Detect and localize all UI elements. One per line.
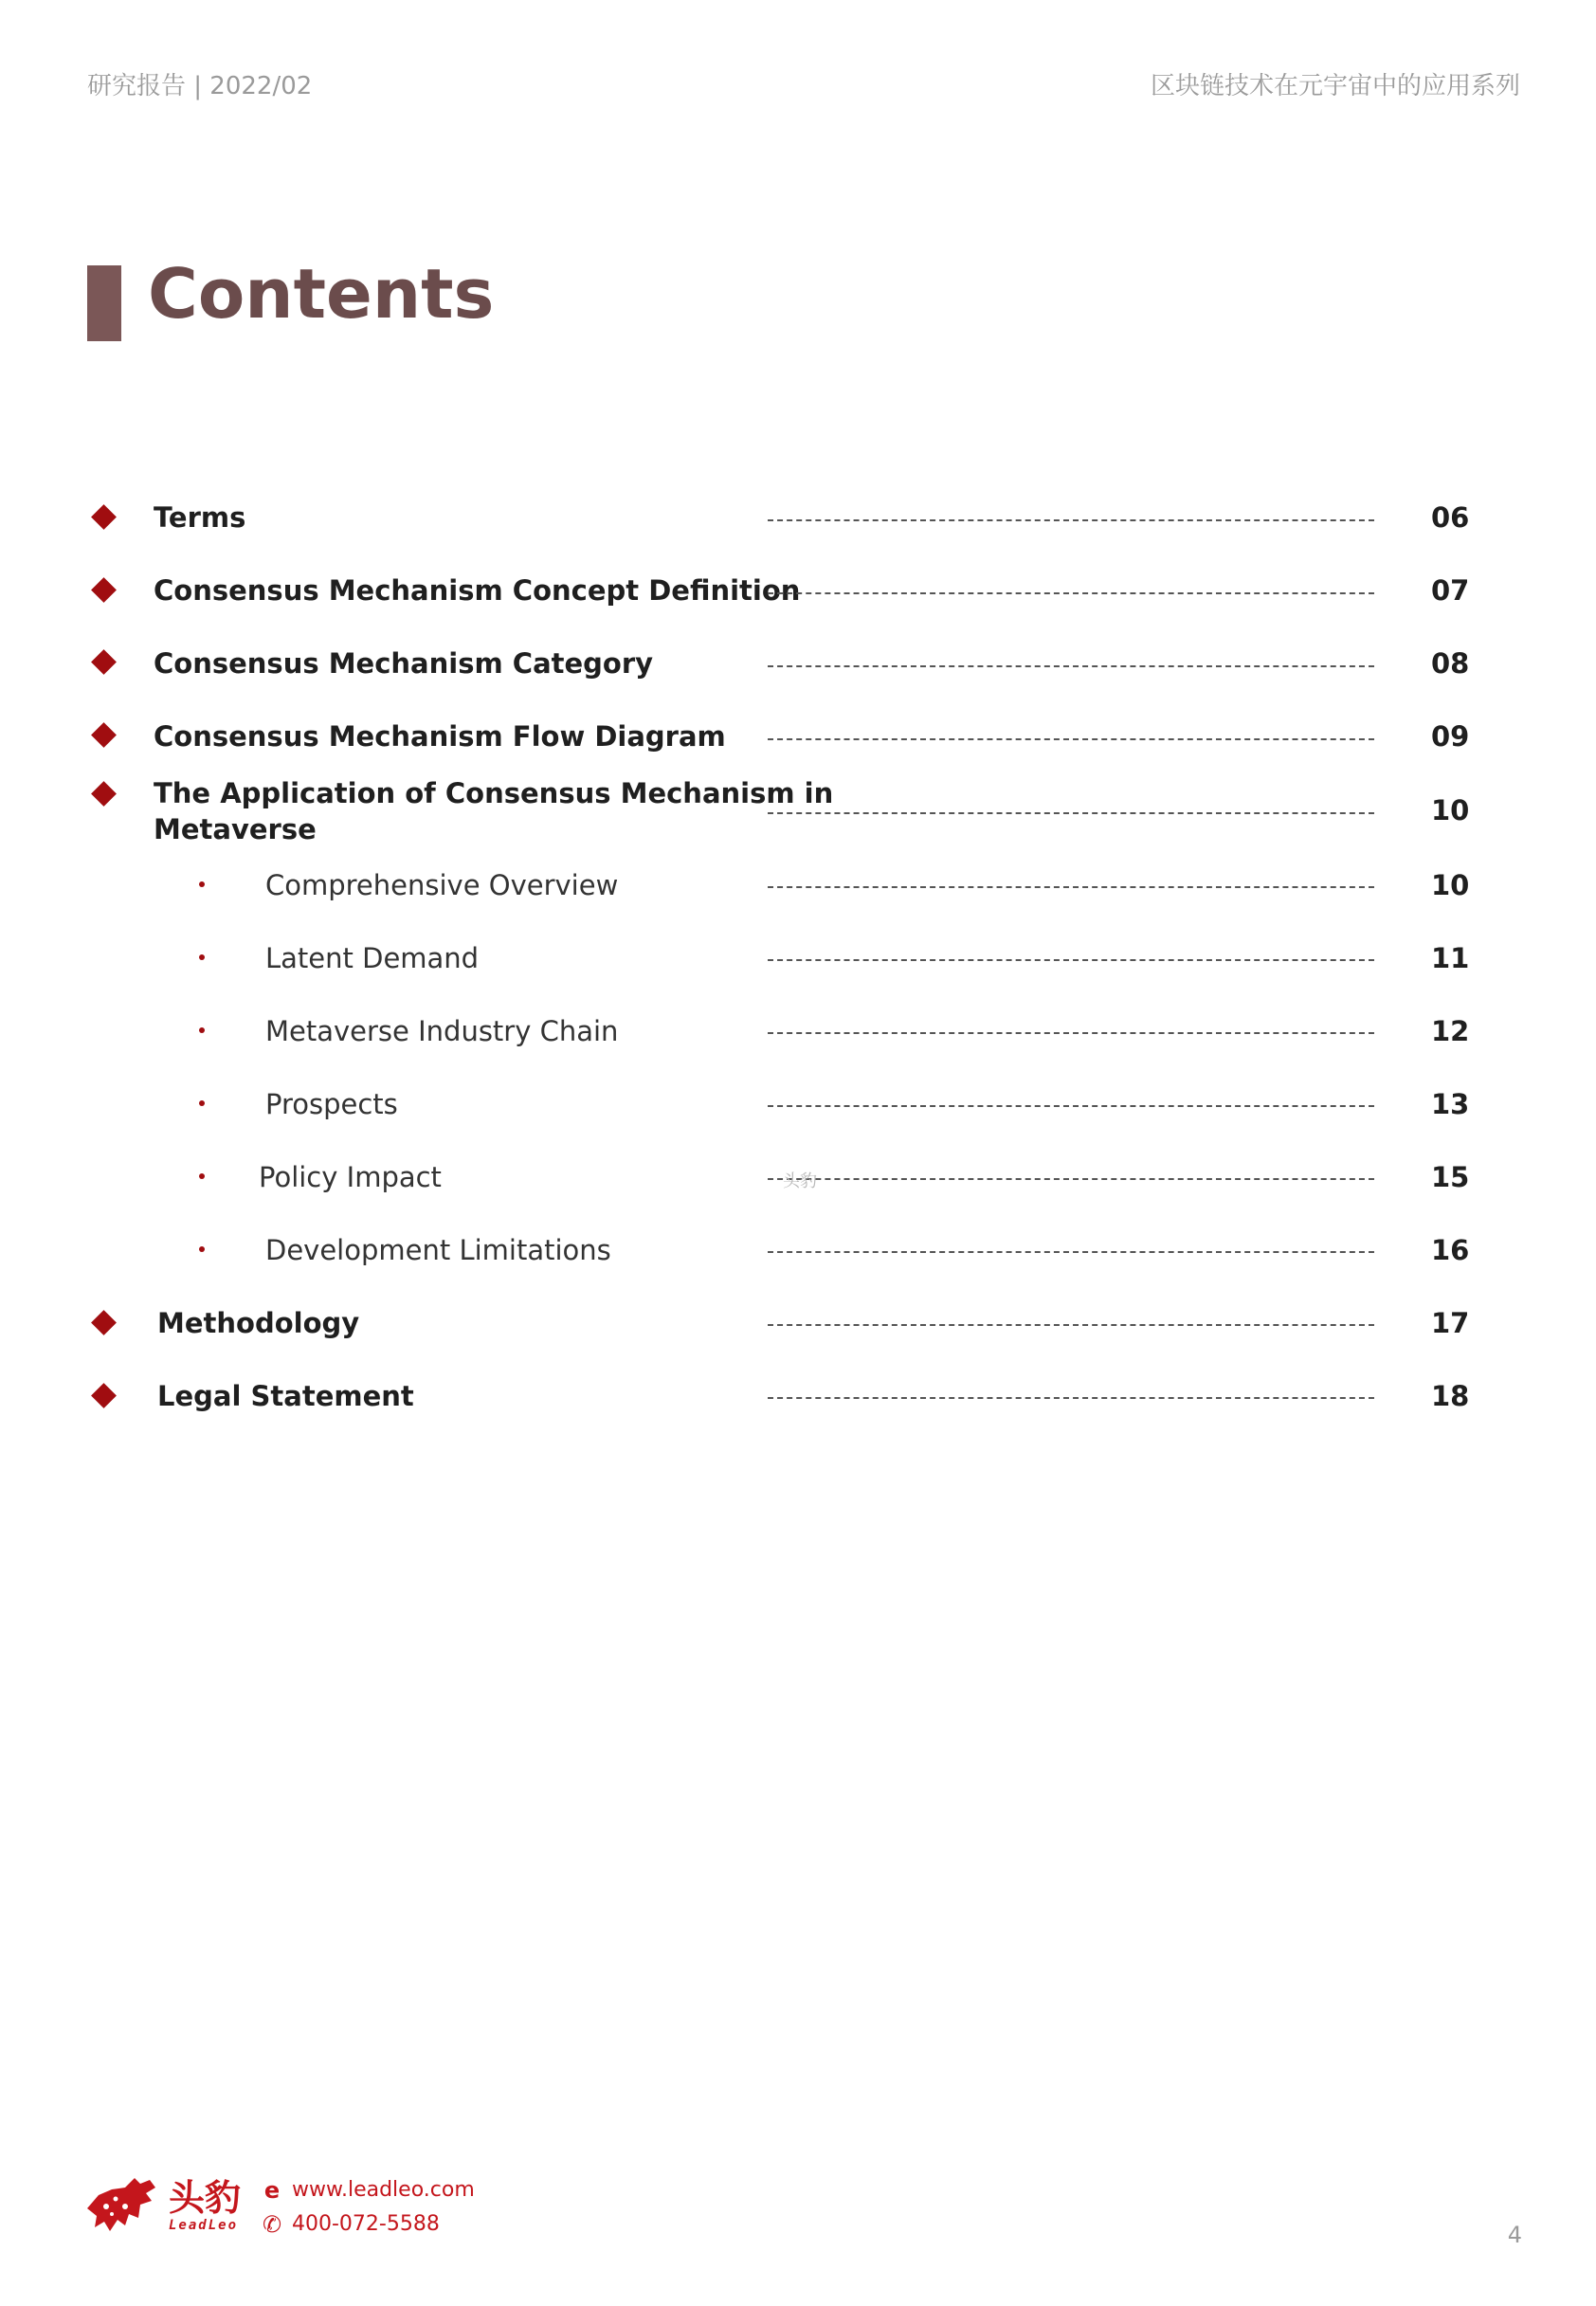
header-series-title: 区块链技术在元宇宙中的应用系列 (1150, 72, 1520, 100)
toc-item-page: 07 (1431, 574, 1470, 607)
toc-subitem-label: Comprehensive Overview (265, 869, 619, 901)
dotted-leader (768, 738, 1374, 740)
dotted-leader (768, 959, 1374, 961)
toc-subitem-label: Development Limitations (265, 1234, 611, 1266)
dotted-leader (768, 812, 1374, 814)
diamond-bullet-icon (91, 649, 117, 675)
brand-english-name: LeadLeo (169, 2218, 239, 2233)
dot-bullet-icon (199, 1246, 205, 1252)
dot-bullet-icon (199, 1173, 205, 1179)
dotted-leader (768, 1251, 1374, 1253)
phone-number: 400-072-5588 (292, 2212, 440, 2236)
dotted-leader (768, 1032, 1374, 1034)
toc-item-page: 17 (1431, 1307, 1470, 1339)
toc-item-label: Terms (154, 501, 246, 534)
dotted-leader (768, 665, 1374, 667)
dot-bullet-icon (199, 881, 205, 887)
toc-item-page: 12 (1431, 1015, 1470, 1047)
faint-watermark: 头豹 (783, 1171, 817, 1191)
header-report-date: 研究报告 | 2022/02 (87, 72, 313, 100)
dotted-leader (768, 1397, 1374, 1399)
leopard-logo-icon (83, 2170, 159, 2239)
page-title: Contents (148, 254, 495, 334)
dotted-leader (768, 1324, 1374, 1326)
toc-item-page: 10 (1431, 794, 1470, 826)
dotted-leader (768, 886, 1374, 888)
diamond-bullet-icon (91, 1383, 117, 1408)
toc-item-label: Consensus Mechanism Flow Diagram (154, 720, 726, 753)
toc-item-page: 09 (1431, 720, 1470, 753)
toc-subitem-label: Metaverse Industry Chain (265, 1015, 619, 1047)
title-accent-bar (87, 265, 121, 341)
dotted-leader (768, 592, 1374, 594)
toc-item-page: 16 (1431, 1234, 1470, 1266)
diamond-bullet-icon (91, 781, 117, 807)
dot-bullet-icon (199, 1100, 205, 1106)
toc-item-label: Legal Statement (157, 1380, 414, 1412)
toc-item-page: 15 (1431, 1161, 1470, 1193)
e-icon: e (263, 2177, 281, 2204)
website-link[interactable]: www.leadleo.com (292, 2178, 475, 2202)
dotted-leader (768, 519, 1374, 521)
dot-bullet-icon (199, 1027, 205, 1033)
toc-item-page: 08 (1431, 647, 1470, 680)
toc-item-label-continued: Metaverse (154, 813, 317, 845)
diamond-bullet-icon (91, 1310, 117, 1335)
toc-subitem-label: Policy Impact (259, 1161, 442, 1193)
brand-chinese-name: 头豹 (169, 2177, 242, 2219)
toc-subitem-label: Prospects (265, 1088, 398, 1120)
dot-bullet-icon (199, 954, 205, 960)
diamond-bullet-icon (91, 577, 117, 603)
toc-item-label: Consensus Mechanism Concept Definition (154, 574, 801, 607)
toc-item-page: 18 (1431, 1380, 1470, 1412)
toc-item-label: The Application of Consensus Mechanism in (154, 777, 834, 809)
toc-item-label: Consensus Mechanism Category (154, 647, 654, 680)
toc-item-label: Methodology (157, 1307, 360, 1339)
toc-subitem-label: Latent Demand (265, 942, 480, 974)
phone-icon: ✆ (262, 2211, 282, 2238)
toc-item-page: 10 (1431, 869, 1470, 901)
toc-item-page: 11 (1431, 942, 1470, 974)
page-number: 4 (1507, 2222, 1522, 2248)
toc-item-page: 06 (1431, 501, 1470, 534)
dotted-leader (768, 1178, 1374, 1180)
dotted-leader (768, 1105, 1374, 1107)
toc-item-page: 13 (1431, 1088, 1470, 1120)
diamond-bullet-icon (91, 504, 117, 530)
diamond-bullet-icon (91, 722, 117, 748)
